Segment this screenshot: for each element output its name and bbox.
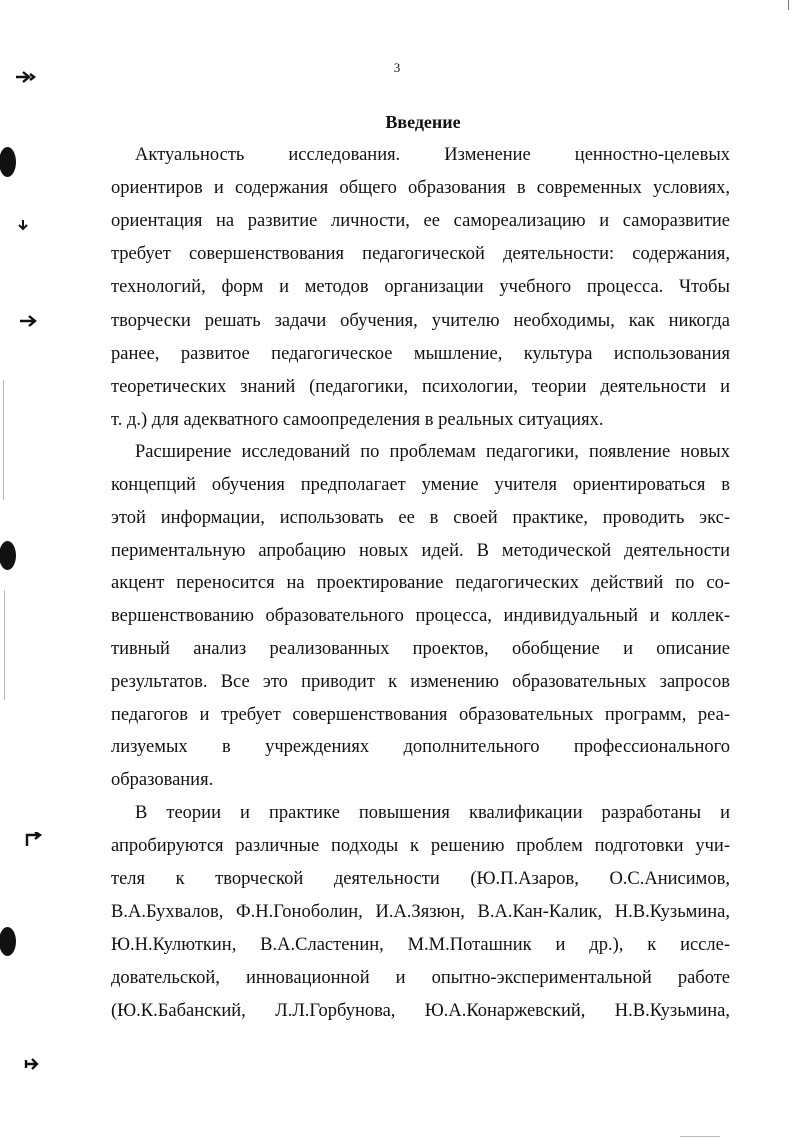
- text-line: теоретических знаний (педагогики, психологии, теории деятельности и: [111, 377, 730, 397]
- text-line: т. д.) для адекватного самоопределения в реальных ситуациях.: [111, 410, 604, 430]
- text-line: (Ю.К.Бабанский, Л.Л.Горбунова, Ю.А.Конаржевский, Н.В.Кузьмина,: [111, 1001, 730, 1021]
- text-line: апробируются различные подходы к решению проблем подготовки учи-: [111, 836, 730, 856]
- text-line: Расширение исследований по проблемам педагогики, появление новых: [135, 442, 730, 462]
- text-line: ориентация на развитие личности, ее самореализацию и саморазвитие: [111, 211, 730, 231]
- text-line: этой информации, использовать ее в своей практике, проводить экс-: [111, 508, 730, 528]
- text-line: педагогов и требует совершенствования образовательных программ, реа-: [111, 705, 730, 725]
- text-line: периментальную апробацию новых идей. В методической деятельности: [111, 541, 730, 561]
- text-line: лизуемых в учреждениях дополнительного профессионального: [111, 737, 730, 757]
- text-line: технологий, форм и методов организации учебного процесса. Чтобы: [111, 277, 730, 297]
- text-line: концепций обучения предполагает умение учителя ориентироваться в: [111, 475, 730, 495]
- text-line: образования.: [111, 770, 214, 790]
- text-line: результатов. Все это приводит к изменению образовательных запросов: [111, 672, 730, 692]
- punch-hole-mark: [0, 927, 16, 956]
- text-line: В теории и практике повышения квалификации разработаны и: [135, 803, 730, 823]
- arrow-mark-icon: [16, 219, 30, 231]
- text-line: теля к творческой деятельности (Ю.П.Азаров, О.С.Анисимов,: [111, 869, 730, 889]
- text-line: тивный анализ реализованных проектов, обобщение и описание: [111, 639, 730, 659]
- section-title: Введение: [385, 112, 461, 132]
- text-line: Ю.Н.Кулюткин, В.А.Сластенин, М.М.Поташник и др.), к иссле-: [111, 935, 730, 955]
- punch-hole-mark: [0, 541, 16, 570]
- text-line: В.А.Бухвалов, Ф.Н.Гоноболин, И.А.Зязюн, В.А.Кан-Калик, Н.В.Кузьмина,: [111, 902, 730, 922]
- text-line: требует совершенствования педагогической деятельности: содержания,: [111, 244, 730, 264]
- text-line: Актуальность исследования. Изменение ценностно-целевых: [135, 145, 730, 165]
- text-line: довательской, инновационной и опытно-экспериментальной работе: [111, 968, 730, 988]
- arrow-mark-icon: [24, 1056, 42, 1072]
- arrow-mark-icon: [24, 832, 44, 848]
- punch-hole-mark: [0, 147, 16, 177]
- arrow-mark-icon: [18, 314, 40, 328]
- scan-edge-line: [788, 0, 789, 10]
- text-line: вершенствованию образовательного процесса, индивидуальный и коллек-: [111, 606, 730, 626]
- scan-edge-line: [4, 590, 5, 700]
- text-line: ориентиров и содержания общего образования в современных условиях,: [111, 178, 730, 198]
- scan-edge-line: [680, 1136, 720, 1137]
- scan-edge-line: [3, 380, 4, 500]
- page-number: 3: [393, 60, 401, 75]
- text-line: творчески решать задачи обучения, учителю необходимы, как никогда: [111, 311, 730, 331]
- text-line: акцент переносится на проектирование педагогических действий по со-: [111, 573, 730, 593]
- text-line: ранее, развитое педагогическое мышление, культура использования: [111, 344, 730, 364]
